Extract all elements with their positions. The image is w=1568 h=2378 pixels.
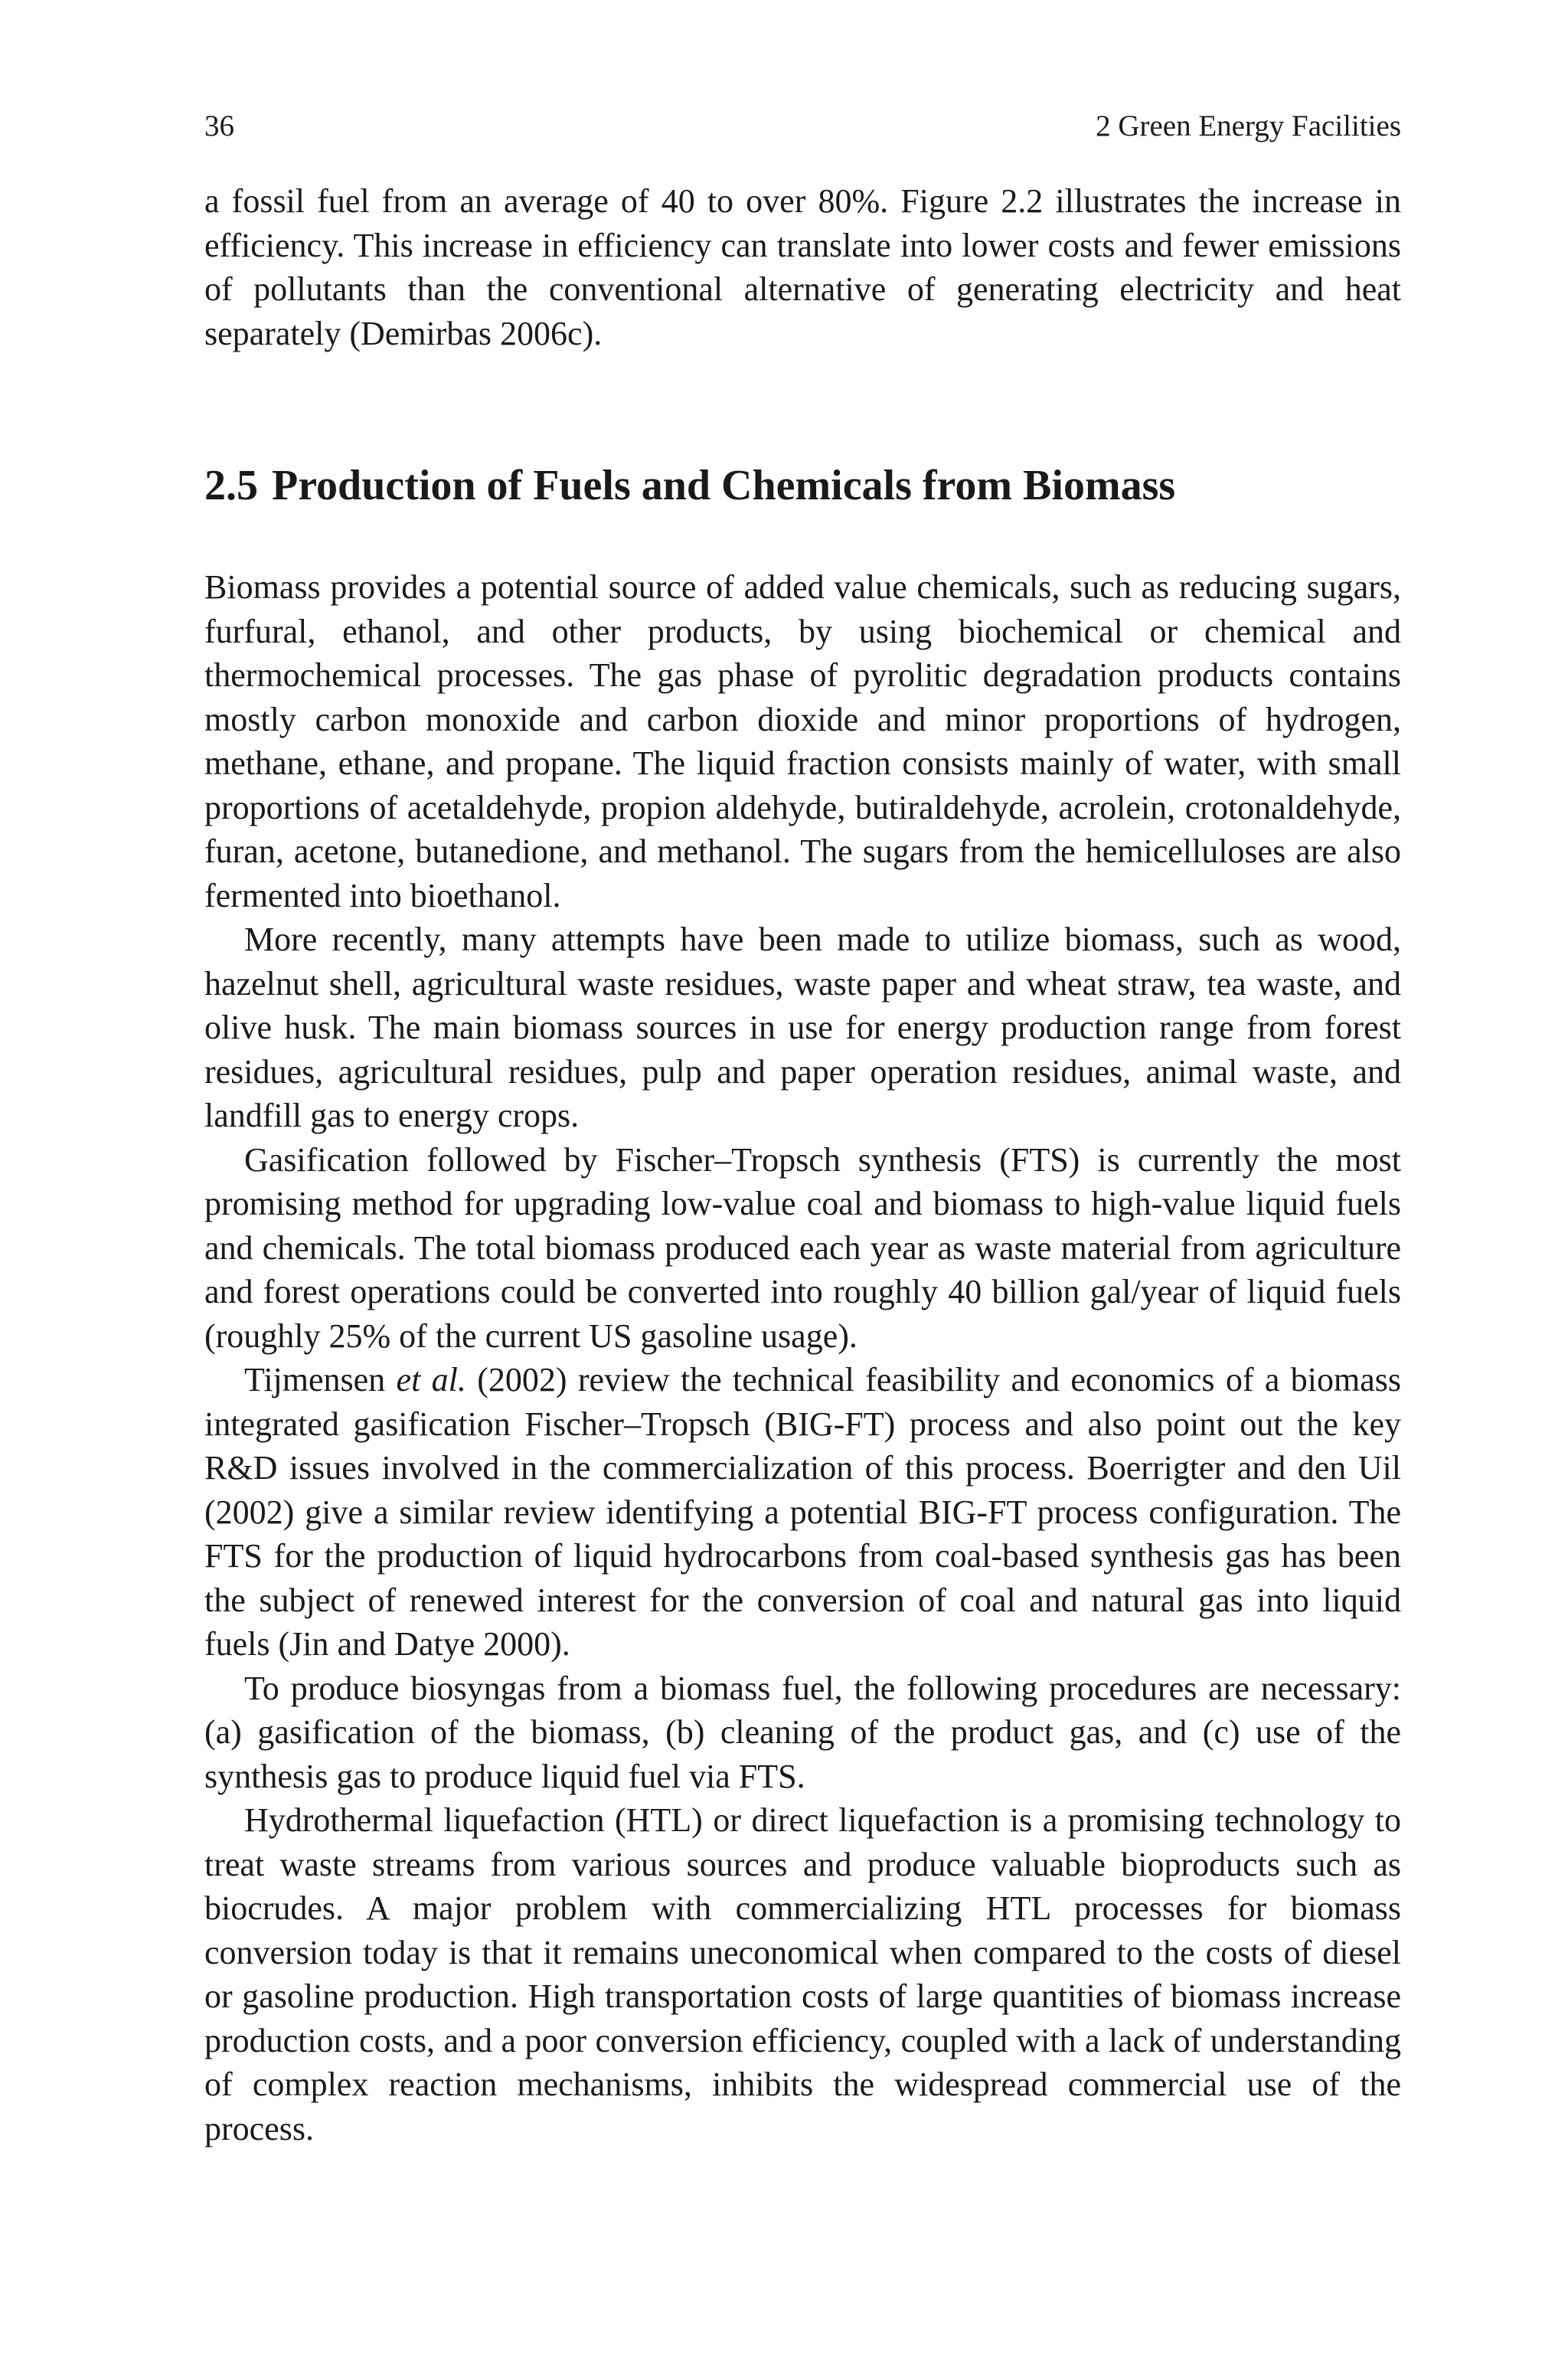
paragraph-text: (2002) review the technical feasibility and economics of a biomass integrated gasification Fischer–Tropsch (BIG-FT) process and also point out the key R&D issues involved in the commercialization of this process. Boerrigter and den Uil (2002) give a similar review identifying a potential BIG-FT process configuration. The FTS for the production of liquid hydrocarbons from coal-based synthesis gas has been the subject of renewed interest for the conversion of coal and natural gas into liquid fuels (Jin and Datye 2000). — [204, 1361, 1402, 1663]
paragraph: Hydrothermal liquefaction (HTL) or direct liquefaction is a promising technology to treat waste streams from various sources and produce valuable bioproducts such as biocrudes. A major problem with commercializing HTL processes for biomass conversion today is that it remains uneconomical when compared to the costs of diesel or gasoline production. High transportation costs of large quantities of biomass increase production costs, and a poor conversion efficiency, coupled with a lack of understanding of complex reaction mechanisms, inhibits the widespread commercial use of the process. — [204, 1801, 1401, 2147]
paragraph: Biomass provides a potential source of added value chemicals, such as reducing sugars, furfural, ethanol, and other products, by using biochemical or chemical and thermochemical processes. The gas phase of pyrolitic degradation products contains mostly carbon monoxide and carbon dioxide and minor proportions of hydrogen, methane, ethane, and propane. The liquid fraction consists mainly of water, with small proportions of acetaldehyde, propion aldehyde, butiraldehyde, acrolein, crotonaldehyde, furan, acetone, butanedione, and methanol. The sugars from the hemicelluloses are also fermented into bioethanol. — [204, 568, 1401, 914]
italic-citation: et al. — [396, 1361, 466, 1398]
chapter-title: 2 Green Energy Facilities — [1096, 110, 1401, 142]
running-head — [204, 107, 1401, 146]
paragraph: More recently, many attempts have been made to utilize biomass, such as wood, hazelnut shell, agricultural waste residues, waste paper and wheat straw, tea waste, and olive husk. The main biomass sources in use for energy production range from forest residues, agricultural residues, pulp and paper operation residues, animal waste, and landfill gas to energy crops. — [204, 921, 1401, 1134]
section-number: 2.5 — [204, 462, 258, 509]
paragraph-text: Tijmensen — [244, 1361, 397, 1398]
continued-paragraph: a fossil fuel from an average of 40 to over 80%. Figure 2.2 illustrates the increase in efficiency. This increase in efficiency can translate into lower costs and fewer emissions of pollutants than the conventional alternative of generating electricity and heat separately (Demirbas 2006c). — [204, 182, 1401, 352]
page-number: 36 — [204, 110, 234, 142]
section-title: Production of Fuels and Chemicals from Biomass — [272, 462, 1176, 509]
section-body — [204, 565, 1401, 2151]
paragraph: To produce biosyngas from a biomass fuel, the following procedures are necessary: (a) gasification of the biomass, (b) cleaning of the product gas, and (c) use of the synthesis gas to produce liquid fuel via FTS. — [204, 1669, 1401, 1795]
paragraph — [204, 1358, 1401, 1667]
paragraph: Gasification followed by Fischer–Tropsch synthesis (FTS) is currently the most promising method for upgrading low-value coal and biomass to high-value liquid fuels and chemicals. The total biomass produced each year as waste material from agriculture and forest operations could be converted into roughly 40 billion gal/year of liquid fuels (roughly 25% of the current US gasoline usage). — [204, 1140, 1401, 1355]
section-heading — [204, 458, 1401, 513]
